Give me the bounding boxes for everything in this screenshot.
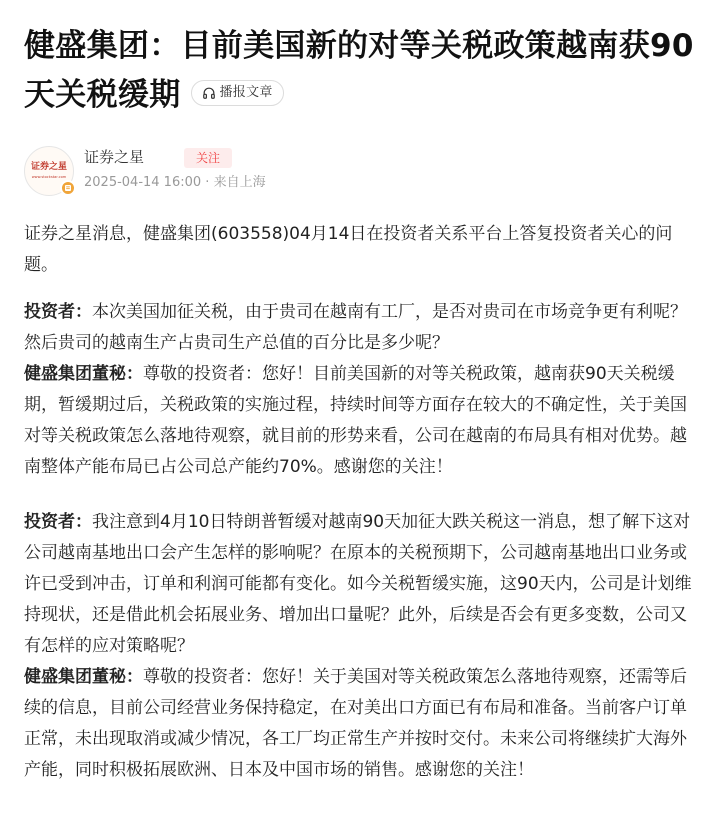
- tts-label: 播报文章: [219, 84, 273, 100]
- article: [24, 0, 696, 786]
- headphones-icon: [202, 86, 216, 100]
- intro-paragraph: 证券之星消息，健盛集团(603558)04月14日在投资者关系平台上答复投资者关心的问题。: [24, 224, 673, 275]
- question-text: 我注意到4月10日特朗普暂缓对越南90天加征大跌关税这一消息，想了解下这对公司越南基地出口会产生怎样的影响呢？在原本的关税预期下，公司越南基地出口业务或许已受到冲击，订单和利润可能都有变化。如今关税暂缓实施，这90天内，公司是计划维持现状，还是借此机会拓展业务、增加出口量呢？此外，后续是否会有更多变数，公司又有怎样的应对策略呢？: [24, 512, 692, 656]
- author-name[interactable]: 证券之星: [84, 148, 145, 166]
- question-text: 本次美国加征关税，由于贵司在越南有工厂，是否对贵司在市场竞争更有利呢？然后贵司的越南生产占贵司生产总值的百分比是多少呢？: [24, 302, 687, 353]
- avatar-logo-text: 证券之星: [30, 162, 68, 172]
- author-bar: [24, 146, 696, 196]
- question-paragraph: [24, 297, 696, 359]
- avatar-url-text: www.stockstar.com: [31, 175, 67, 179]
- article-body: [24, 219, 696, 786]
- follow-button[interactable]: 关注: [184, 148, 232, 168]
- question-label: 投资者：: [24, 512, 92, 532]
- answer-paragraph: [24, 662, 696, 786]
- answer-paragraph: [24, 359, 696, 483]
- paragraph-spacer: [24, 483, 696, 507]
- article-title: [24, 22, 696, 120]
- answer-text: 尊敬的投资者：您好！目前美国新的对等关税政策，越南获90天关税缓期，暂缓期过后，关税政策的实施过程，持续时间等方面存在较大的不确定性，关于美国对等关税政策怎么落地待观察，就目前的形势来看，公司在越南的布局具有相对优势。越南整体产能布局已占公司总产能约70%。感谢您的关注！: [24, 364, 687, 477]
- publish-date: 2025-04-14 16:00: [84, 175, 202, 190]
- answer-label: 健盛集团董秘：: [24, 364, 143, 384]
- title-text: 健盛集团：目前美国新的对等关税政策越南获90天关税缓期: [24, 28, 694, 113]
- publish-location: 来自上海: [213, 175, 266, 190]
- article-meta: [84, 174, 266, 192]
- tts-button[interactable]: [191, 80, 284, 106]
- media-badge-icon: [60, 180, 76, 196]
- answer-label: 健盛集团董秘：: [24, 667, 143, 687]
- answer-text: 尊敬的投资者：您好！关于美国对等关税政策怎么落地待观察，还需等后续的信息，目前公司经营业务保持稳定，在对美出口方面已有布局和准备。当前客户订单正常，未出现取消或减少情况，各工厂均正常生产并按时交付。未来公司将继续扩大海外产能，同时积极拓展欧洲、日本及中国市场的销售。感谢您的关注！: [24, 667, 687, 780]
- question-label: 投资者：: [24, 302, 92, 322]
- question-paragraph: [24, 507, 696, 662]
- meta-separator: ·: [205, 175, 210, 190]
